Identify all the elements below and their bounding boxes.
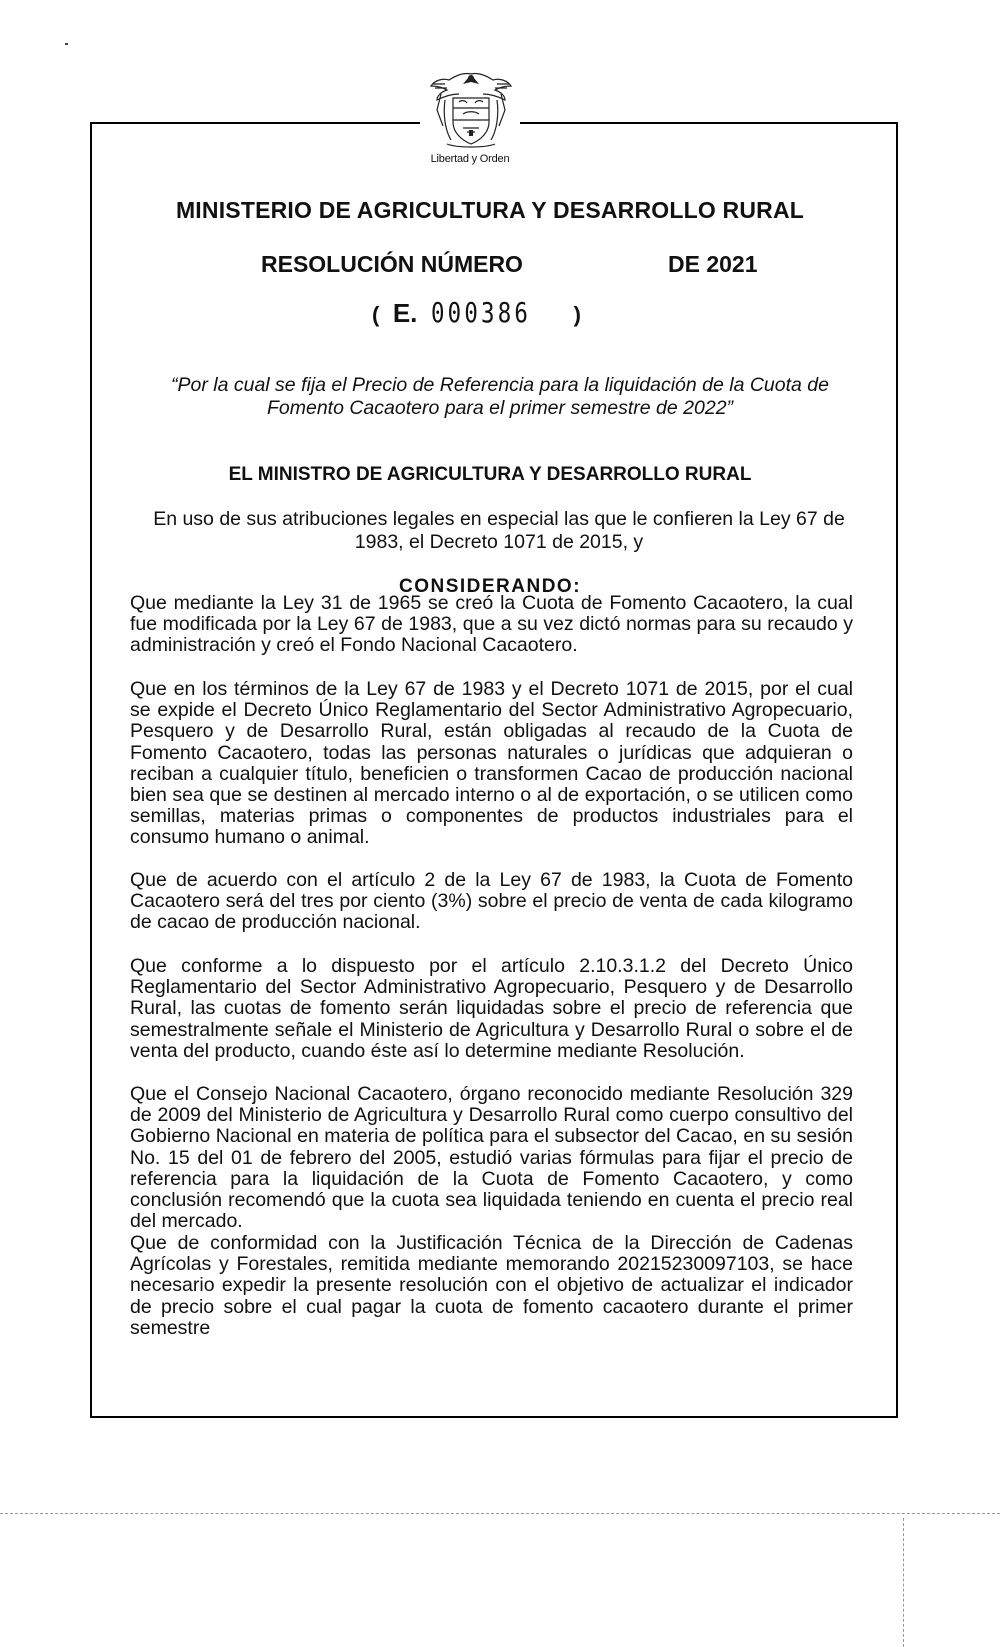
border-top-right <box>520 122 898 124</box>
minister-heading: EL MINISTRO DE AGRICULTURA Y DESARROLLO RURAL <box>228 464 752 485</box>
resolution-stamp: E. <box>392 298 418 328</box>
paragraph-4: Que conforme a lo dispuesto por el artículo 2.10.3.1.2 del Decreto Único Reglamentario del Sector Administrativo Agropecuario, Pesquero y de Desarrollo Rural, las cuotas de fomento serán liquidadas sobre el precio de referencia que semestralmente señale el Ministerio de Agricultura y Desarrollo Rural o sobre el de venta del producto, cuando éste así lo determine mediante Resolución. <box>130 955 853 1062</box>
coat-of-arms-seal <box>423 70 519 150</box>
paragraph-6: Que de conformidad con la Justificación Técnica de la Dirección de Cadenas Agrícolas y Forestales, remitida mediante memorando 20215230097103, se hace necesario expedir la presente resolución con el objetivo de actualizar el indicador de precio sobre el cual pagar la cuota de fomento cacaotero durante el primer semestre <box>130 1232 853 1339</box>
resolution-number: 000386 <box>430 296 532 329</box>
paragraph-2: Que en los términos de la Ley 67 de 1983 y el Decreto 1071 de 2015, por el cual se expide el Decreto Único Reglamentario del Sector Administrativo Agropecuario, Pesquero y de Desarrollo Rural, están obligadas al recaudo de la Cuota de Fomento Cacaotero, todas las personas naturales o jurídicas que adquieran o reciban a cualquier título, beneficien o transformen Cacao de producción nacional bien sea que se destinen al mercado interno o al de exportación, o se utilicen como semillas, materias primas o componentes de productos industriales para el consumo humano o animal. <box>130 678 853 849</box>
seal-caption: Libertad y Orden <box>430 153 510 165</box>
legal-basis-text: En uso de sus atribuciones legales en especial las que le confieren la Ley 67 de 1983, el Decreto 1071 de 2015, y <box>153 508 845 553</box>
scan-artifact-line <box>0 1513 1000 1514</box>
resolution-number-line <box>372 296 581 329</box>
scan-artifact-vertical <box>903 1518 904 1647</box>
resolution-label: RESOLUCIÓN NÚMERO <box>261 251 523 277</box>
close-paren: ) <box>573 302 581 327</box>
paragraph-3: Que de acuerdo con el artículo 2 de la Ley 67 de 1983, la Cuota de Fomento Cacaotero será del tres por ciento (3%) sobre el precio de venta de cada kilogramo de cacao de producción nacional. <box>130 869 853 934</box>
scan-speck <box>65 43 68 45</box>
ministry-title: MINISTERIO DE AGRICULTURA Y DESARROLLO RURAL <box>175 197 805 223</box>
open-paren: ( <box>372 302 380 327</box>
border-top-left <box>90 122 420 124</box>
resolution-year: DE 2021 <box>668 251 758 277</box>
paragraph-1: Que mediante la Ley 31 de 1965 se creó la Cuota de Fomento Cacaotero, la cual fue modificada por la Ley 67 de 1983, que a su vez dictó normas para su recaudo y administración y creó el Fondo Nacional Cacaotero. <box>130 592 853 657</box>
resolution-subtitle: “Por la cual se fija el Precio de Referencia para la liquidación de la Cuota de Fomento Cacaotero para el primer semestre de 2022” <box>171 374 829 419</box>
paragraph-5: Que el Consejo Nacional Cacaotero, órgano reconocido mediante Resolución 329 de 2009 del Ministerio de Agricultura y Desarrollo Rural como cuerpo consultivo del Gobierno Nacional en materia de política para el subsector del Cacao, en su sesión No. 15 del 01 de febrero del 2005, estudió varias fórmulas para fijar el precio de referencia para la liquidación de la Cuota de Fomento Cacaotero, y como conclusión recomendó que la cuota sea liquidada teniendo en cuenta el precio real del mercado. <box>130 1083 853 1233</box>
considerando-heading: CONSIDERANDO: <box>398 576 582 597</box>
